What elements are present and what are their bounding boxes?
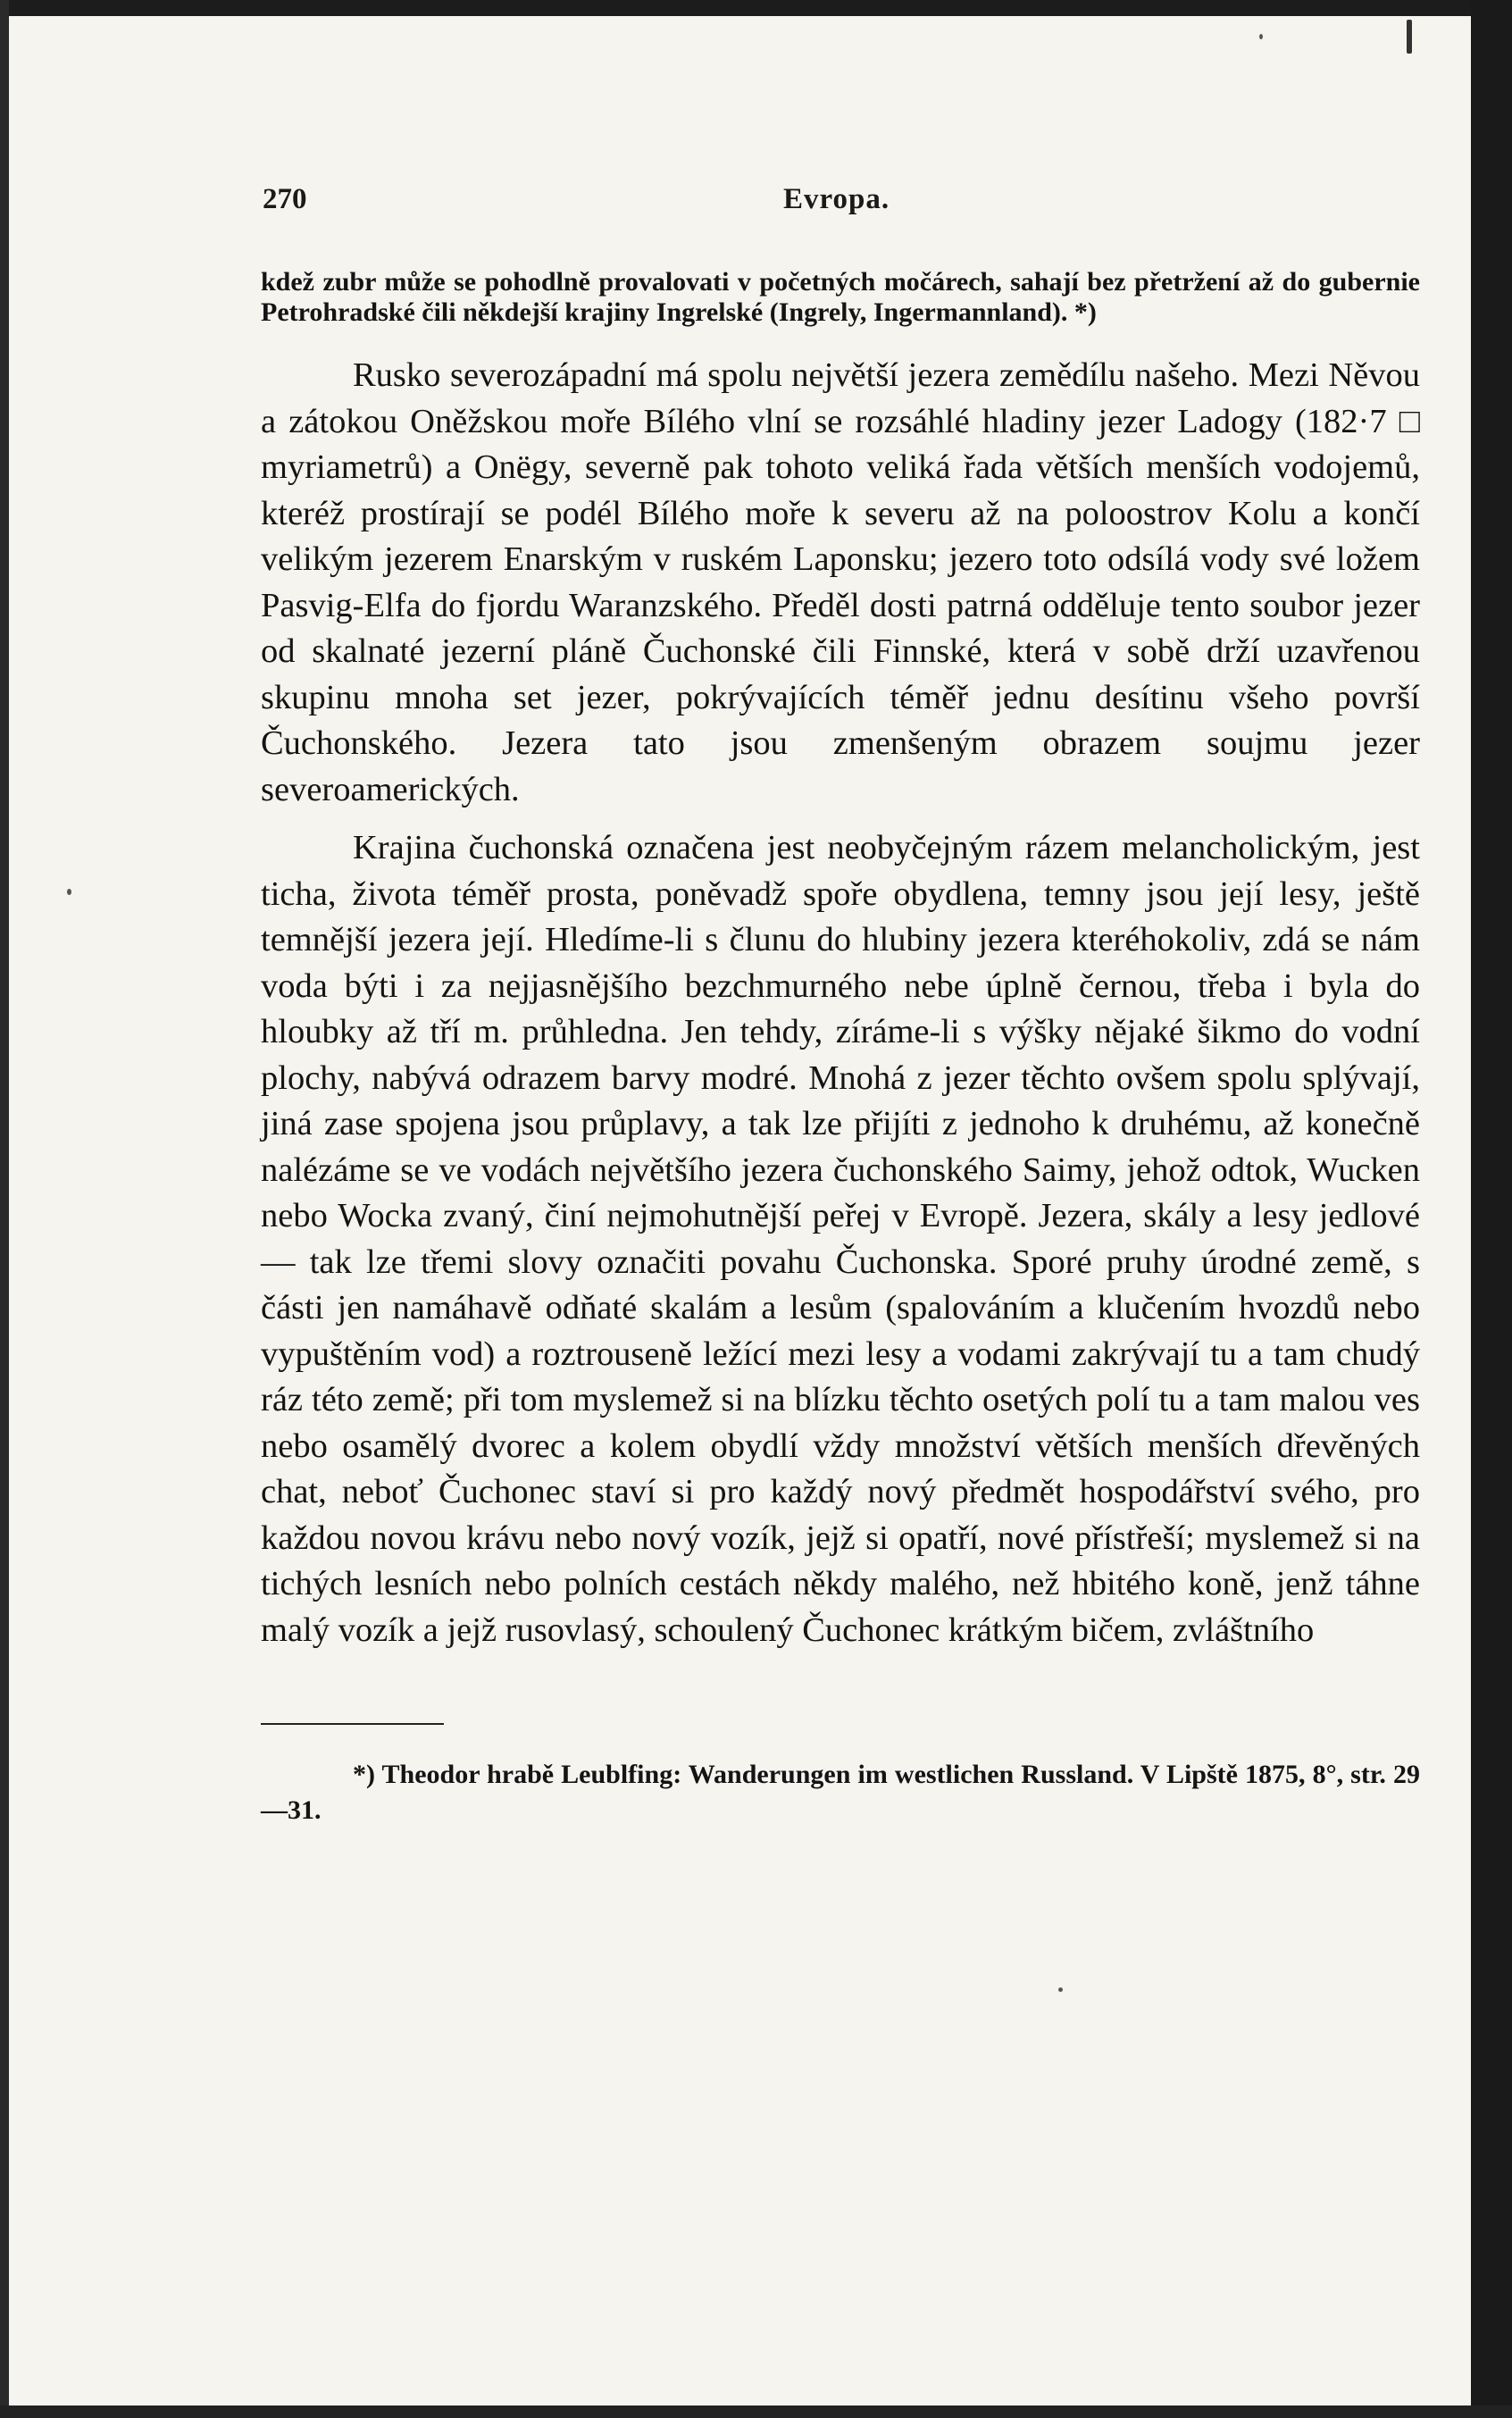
quoted-passage: kdež zubr může se pohodlně provalovati v početných močárech, sahají bez přetržení až do gubernie Petrohradské čili někdejší krajiny Ingrelské (Ingrely, Ingermannland). *) [261, 267, 1420, 327]
footnote: *) Theodor hrabě Leublfing: Wanderungen im westlichen Russland. V Lipště 1875, 8°, str. 29—31. [261, 1760, 1420, 1825]
running-title: Evropa. [783, 183, 890, 215]
scan-speck [1058, 1987, 1063, 1992]
scan-speck [1259, 34, 1263, 39]
paragraph: Rusko severozápadní má spolu největší jezera zemědílu našeho. Mezi Něvou a zátokou Oněžskou moře Bílého vlní se rozsáhlé hladiny jezer Ladogy (182·7 □ myriametrů) a Onëgy, severně pak tohoto veliká řada větších menších vodojemů, kteréž prostírají se podél Bílého moře k severu až na poloostrov Kolu a končí velikým jezerem Enarským v ruském Laponsku; jezero toto odsílá vody své ložem Pasvig-Elfa do fjordu Waranzského. Předěl dosti patrná odděluje tento soubor jezer od skalnaté jezerní pláně Čuchonské čili Finnské, která v sobě drží uzavřenou skupinu mnoha set jezer, pokrývajících téměř jednu desítinu všeho površí Čuchonského. Jezera tato jsou zmenšeným obrazem soujmu jezer severoamerických. [261, 356, 1420, 808]
footnote-separator [261, 1723, 444, 1725]
scan-border-right [1471, 0, 1512, 2418]
page-number: 270 [263, 183, 307, 215]
scan-border-left [0, 0, 9, 2418]
scan-border-top [0, 0, 1512, 16]
paragraph: Krajina čuchonská označena jest neobyčejným rázem melancholickým, jest ticha, života téměř prosta, poněvadž spoře obydlena, temny jsou její lesy, ještě temnější jezera její. Hledíme-li s člunu do hlubiny jezera kteréhokoliv, zdá se nám voda býti i za nejjasnějšího bezchmurného nebe úplně černou, třeba i byla do hloubky až tří m. průhledna. Jen tehdy, zíráme-li s výšky nějaké šikmo do vodní plochy, nabývá odrazem barvy modré. Mnohá z jezer těchto ovšem spolu splývají, jiná zase spojena jsou průplavy, a tak lze přijíti z jednoho k druhému, až konečně nalézáme se ve vodách největšího jezera čuchonského Saimy, jehož odtok, Wucken nebo Wocka zvaný, činí nejmohutnější peřej v Evropě. Jezera, skály a lesy jedlové — tak lze třemi slovy označiti povahu Čuchonska. Sporé pruhy úrodné země, s části jen namáhavě odňaté skalám a lesům (spalováním a klučením hvozdů nebo vypuštěním vod) a roztrouseně ležící mezi lesy a vodami zakrývají tu a tam chudý ráz této země; při tom myslemež si na blízku těchto osetých polí tu a tam malou ves nebo osamělý dvorec a kolem obydlí vždy množství větších menších dřevěných chat, neboť Čuchonec staví si pro každý nový předmět hospodářství svého, pro každou novou krávu nebo nový vozík, jejž si opatří, nové přístřeší; myslemež si na tichých lesních nebo polních cestách někdy malého, než hbitého koně, jenž táhne malý vozík a jejž rusovlasý, schoulený Čuchonec krátkým bičem, zvláštního [261, 829, 1420, 1649]
main-text [261, 353, 1420, 1653]
scan-speck [67, 889, 71, 895]
book-page [261, 174, 1420, 1828]
scan-border-bottom [0, 2405, 1512, 2418]
page-header [261, 174, 1420, 228]
scan-speck [1407, 20, 1412, 54]
